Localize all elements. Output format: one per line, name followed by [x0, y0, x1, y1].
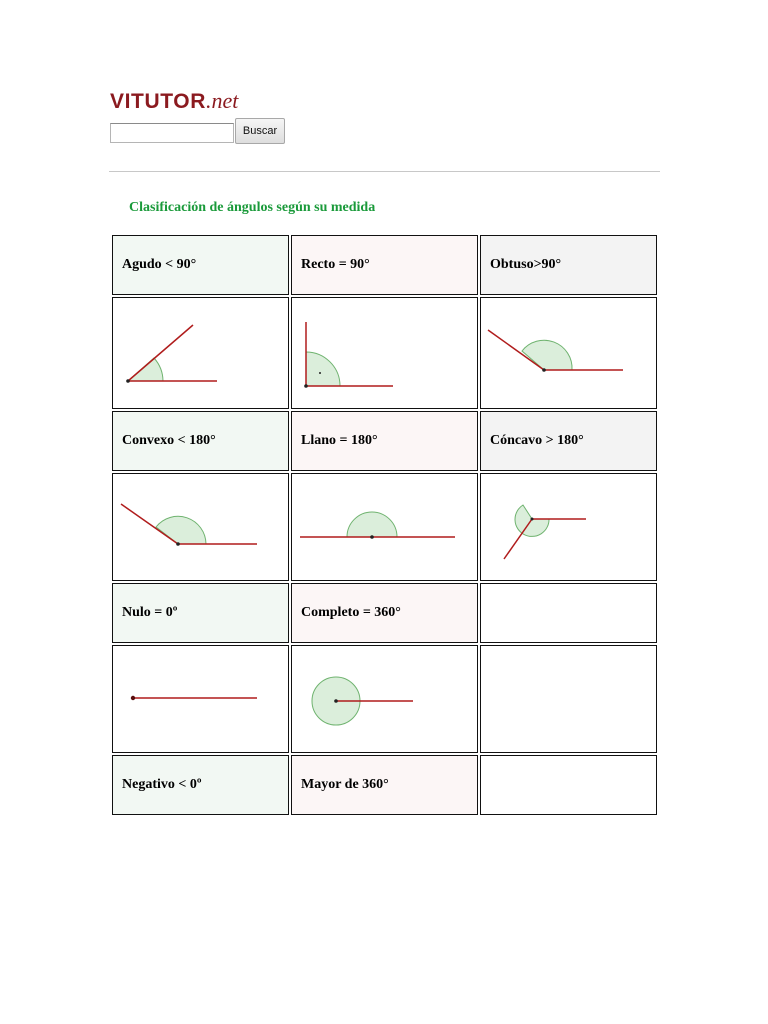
- diagram-cell-recto: [291, 297, 478, 409]
- search-button[interactable]: Buscar: [235, 118, 285, 144]
- right-angle-diagram: [292, 298, 477, 408]
- obtuse-angle-diagram: [481, 298, 656, 408]
- null-angle-diagram: [113, 646, 288, 752]
- label-nulo: Nulo = 0º: [112, 583, 289, 643]
- label-obtuso: Obtuso>90°: [480, 235, 657, 295]
- site-logo[interactable]: [110, 88, 238, 116]
- diagram-cell-nulo: [112, 645, 289, 753]
- diagram-cell-llano: [291, 473, 478, 581]
- label-concavo: Cóncavo > 180°: [480, 411, 657, 471]
- diagram-cell-agudo: [112, 297, 289, 409]
- label-recto: Recto = 90°: [291, 235, 478, 295]
- full-angle-diagram: [292, 646, 477, 752]
- label-completo: Completo = 360°: [291, 583, 478, 643]
- header-divider: [109, 171, 660, 172]
- search-input[interactable]: [110, 123, 234, 143]
- diagram-cell-completo: [291, 645, 478, 753]
- logo-tld: .net: [205, 88, 239, 113]
- label-empty-2: [480, 755, 657, 815]
- label-negativo: Negativo < 0º: [112, 755, 289, 815]
- diagram-cell-concavo: [480, 473, 657, 581]
- reflex-angle-diagram: [481, 474, 656, 580]
- diagram-cell-obtuso: [480, 297, 657, 409]
- convex-angle-diagram: [113, 474, 288, 580]
- logo-brand: VITUTOR: [110, 90, 206, 113]
- label-llano: Llano = 180°: [291, 411, 478, 471]
- diagram-cell-convexo: [112, 473, 289, 581]
- label-agudo: Agudo < 90°: [112, 235, 289, 295]
- diagram-cell-empty: [480, 645, 657, 753]
- label-convexo: Convexo < 180°: [112, 411, 289, 471]
- acute-angle-diagram: [113, 298, 288, 408]
- label-mayor-360: Mayor de 360°: [291, 755, 478, 815]
- label-empty-1: [480, 583, 657, 643]
- page-title: Clasificación de ángulos según su medida: [129, 200, 376, 215]
- straight-angle-diagram: [292, 474, 477, 580]
